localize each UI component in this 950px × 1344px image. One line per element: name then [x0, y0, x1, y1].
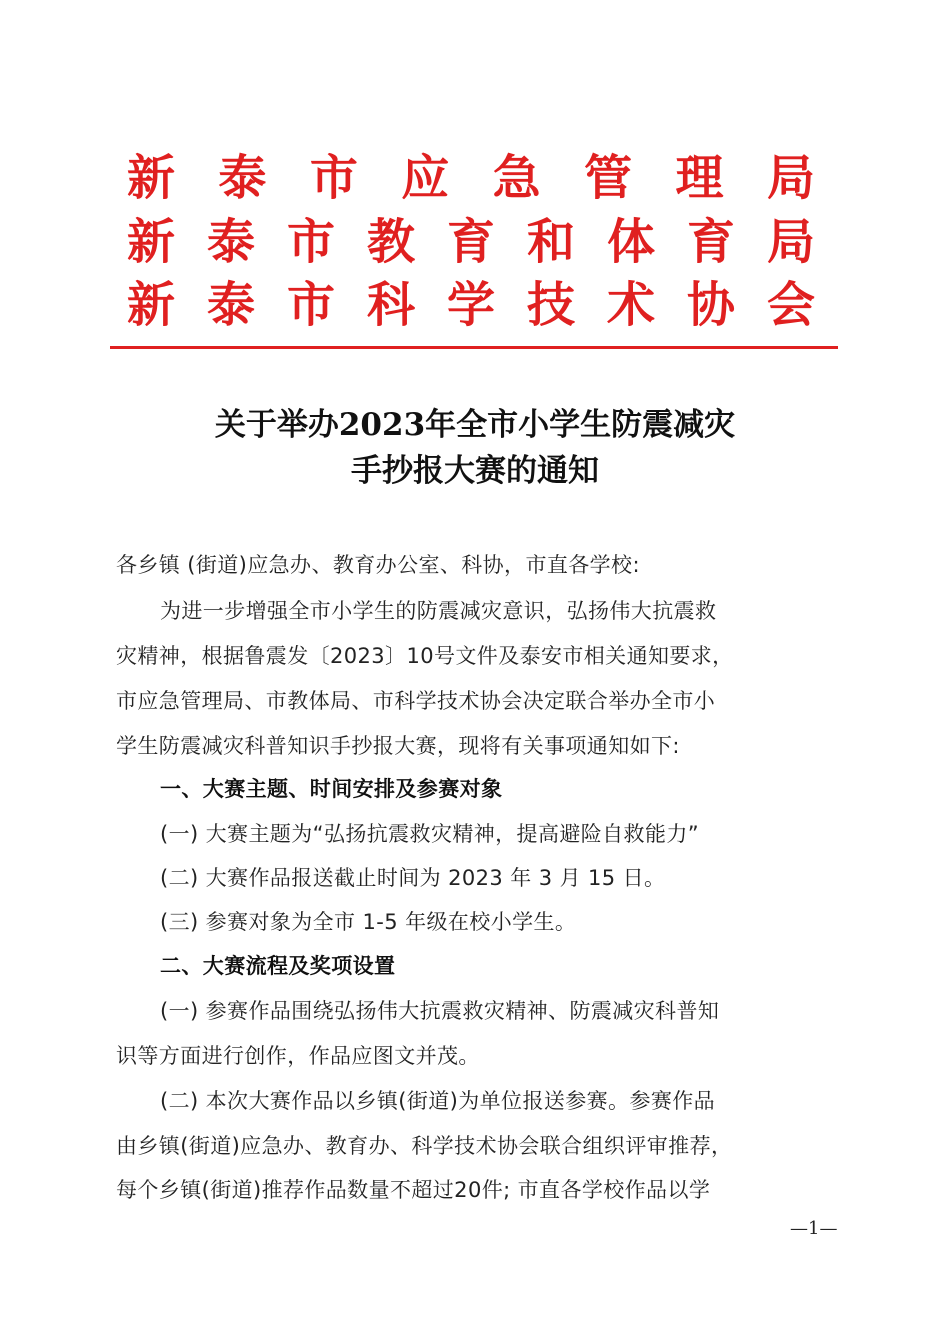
section-2-heading: 二、大赛流程及奖项设置	[160, 954, 396, 978]
issuer-char: 新	[126, 150, 175, 206]
section-2-item-2-line: (二) 本次大赛作品以乡镇(街道)为单位报送参赛。参赛作品	[160, 1089, 716, 1113]
page-number: —1—	[790, 1218, 838, 1239]
issuer-char: 育	[686, 214, 735, 270]
section-2-item-1-line: (一) 参赛作品围绕弘扬伟大抗震救灾精神、防震减灾科普知	[160, 999, 720, 1023]
notice-title-line-2: 手抄报大赛的通知	[351, 453, 599, 489]
issuer-char: 新	[126, 214, 175, 270]
issuer-char: 急	[492, 150, 541, 206]
section-1-item: (三) 参赛对象为全市 1-5 年级在校小学生。	[160, 910, 577, 934]
issuer-char: 技	[526, 277, 575, 333]
issuer-char: 体	[606, 214, 655, 270]
issuer-char: 市	[286, 277, 335, 333]
red-divider	[110, 346, 838, 349]
issuer-line-1	[126, 150, 816, 206]
issuer-char: 和	[526, 214, 575, 270]
intro-line: 灾精神，根据鲁震发〔2023〕10号文件及泰安市相关通知要求，	[116, 644, 734, 668]
issuer-char: 育	[446, 214, 495, 270]
issuer-char: 应	[401, 150, 450, 206]
section-1-item: (一) 大赛主题为“弘扬抗震救灾精神，提高避险自救能力”	[160, 822, 700, 846]
intro-line: 学生防震减灾科普知识手抄报大赛，现将有关事项通知如下:	[116, 734, 680, 758]
section-2-item-2-line: 每个乡镇(街道)推荐作品数量不超过20件; 市直各学校作品以学	[116, 1178, 711, 1202]
issuer-line-3	[126, 277, 816, 333]
issuer-char: 新	[126, 277, 175, 333]
section-2-item-1-line: 识等方面进行创作，作品应图文并茂。	[116, 1044, 480, 1068]
intro-line: 为进一步增强全市小学生的防震减灾意识，弘扬伟大抗震救	[160, 599, 717, 623]
issuer-char: 泰	[218, 150, 267, 206]
issuer-char: 管	[584, 150, 633, 206]
notice-title-line-1: 关于举办2023年全市小学生防震减灾	[214, 407, 736, 443]
issuer-char: 会	[766, 277, 815, 333]
issuer-char: 泰	[206, 277, 255, 333]
section-1-heading: 一、大赛主题、时间安排及参赛对象	[160, 777, 503, 801]
issuer-char: 教	[366, 214, 415, 270]
issuer-char: 市	[286, 214, 335, 270]
section-2-item-2-line: 由乡镇(街道)应急办、教育办、科学技术协会联合组织评审推荐，	[116, 1134, 733, 1158]
issuer-char: 泰	[206, 214, 255, 270]
issuer-char: 局	[766, 150, 815, 206]
section-1-item: (二) 大赛作品报送截止时间为 2023 年 3 月 15 日。	[160, 866, 666, 890]
intro-line: 市应急管理局、市教体局、市科学技术协会决定联合举办全市小	[116, 689, 716, 713]
issuer-char: 科	[366, 277, 415, 333]
issuer-line-2	[126, 214, 816, 270]
issuer-char: 学	[446, 277, 495, 333]
issuer-char: 理	[675, 150, 724, 206]
issuer-char: 市	[309, 150, 358, 206]
issuer-char: 局	[766, 214, 815, 270]
salutation: 各乡镇 (街道)应急办、教育办公室、科协，市直各学校:	[116, 553, 640, 577]
issuer-char: 协	[686, 277, 735, 333]
issuer-char: 术	[606, 277, 655, 333]
